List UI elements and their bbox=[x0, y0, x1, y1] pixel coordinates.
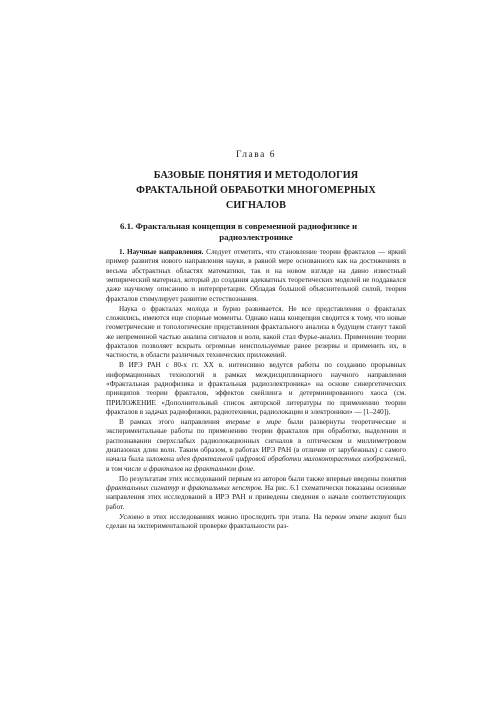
paragraph-4-part-c: в том числе bbox=[106, 464, 142, 473]
chapter-title-line-2: ФРАКТАЛЬНОЙ ОБРАБОТКИ МНОГОМЕРНЫХ СИГНАЛОВ bbox=[136, 185, 376, 211]
section-title-line-2: радиоэлектронике bbox=[219, 232, 293, 242]
section-title-line-1: Фрактальная концепция в современной радиофизике и bbox=[135, 221, 358, 231]
section-heading bbox=[106, 221, 406, 243]
paragraph-4-emphasis-2: идея фрактальной цифровой обработки малоконтрастных изображений, bbox=[176, 455, 407, 464]
paragraph-2: Наука о фракталах молода и бурно развивается. Не все представления о фракталах сложились, имеются еще спорные моменты. Однако наша концепция сводится к тому, что новые геометрические и топологические представления фрактального анализа в будущем станут такой же непременной частью анализа сигналов и волн, какой стал Фурье-анализ. Применение теории фракталов позволяет вскрыть огромные неиспользуемые ранее резервы и применить их, в частности, в области различных технических приложений. bbox=[106, 304, 406, 360]
paragraph-6-part-a: в этих исследованиях можно проследить три этапа. На bbox=[146, 512, 322, 521]
paragraph-5-emphasis-2: фрактальных кепстров. bbox=[187, 483, 263, 492]
paragraph-4-emphasis-1: впервые в мире bbox=[225, 417, 282, 426]
paragraph-lead: 1. Научные направления. bbox=[119, 248, 204, 256]
paragraph-1-text: Следует отметить, что становление теории фракталов — яркий пример развития нового направления науки, в равной мере основанного как на достижениях в весьма абстрактных областях математики, так и на новом взгляде на давно известный эмпирический материал, который до создания адекватных теоретических моделей не поддавался даже научному описанию и интерпретации. Обладая большой объяснительной силой, теория фракталов стимулирует развитие естествознания. bbox=[106, 248, 407, 303]
paragraph-6-emphasis-1: Условно bbox=[119, 512, 144, 521]
paragraph-5-part-b: и bbox=[181, 483, 186, 492]
paragraph-1 bbox=[106, 248, 406, 304]
paragraph-5-emphasis-1: фрактальных сигнатур bbox=[106, 483, 180, 492]
paragraph-4 bbox=[106, 418, 406, 474]
section-number: 6.1. bbox=[120, 221, 134, 231]
paragraph-4-emphasis-3: и фракталов на фрактальном фоне. bbox=[143, 464, 256, 473]
paragraph-4-part-b: были развернуты теоретические и экспериментальные работы по применению теории фракталов при обработке, выделении и распознавании сверхслабых радиолокационных сигналов в оптическом и миллиметровом диапазонах длин волн. Таким образом, в работах ИРЭ РАН (в отличие от зарубежных) с самого начала была заложена bbox=[106, 417, 407, 464]
paragraph-5 bbox=[106, 475, 406, 512]
chapter-title-line-1: БАЗОВЫЕ ПОНЯТИЯ И МЕТОДОЛОГИЯ bbox=[153, 170, 359, 181]
paragraph-6 bbox=[106, 513, 406, 532]
body-text bbox=[106, 248, 406, 531]
paragraph-6-emphasis-2: первом этапе bbox=[324, 512, 368, 521]
paragraph-6-part-b: акцент был сделан на экспериментальной проверке фрактальности раз- bbox=[106, 512, 407, 530]
paragraph-5-part-c: На рис. 6.1 схематически показаны основные направления этих исследований в ИРЭ РАН и приведены сведения о начале соответствующих работ. bbox=[106, 483, 407, 511]
chapter-title bbox=[106, 168, 406, 213]
chapter-label: Глава 6 bbox=[236, 150, 276, 160]
paragraph-3: В ИРЭ РАН с 80-х гг. XX в. интенсивно ведутся работы по созданию прорывных информационных технологий в рамках междисциплинарного научного направления «Фрактальная радиофизика и фрактальная радиоэлектроника» на основе синергетических принципов теории фракталов, эффектов скейлинга и детерминированного хаоса (см. ПРИЛОЖЕНИЕ «Дополнительный список авторской литературы по применению теории фракталов в задачах радиофизики, радиотехники, радиолокации и электроники» — [1–240]). bbox=[106, 361, 406, 417]
paragraph-5-part-a: По результатам этих исследований первым из авторов были также впервые введены понятия bbox=[119, 474, 406, 483]
book-page bbox=[106, 0, 406, 709]
paragraph-4-part-a: В рамках этого направления bbox=[119, 417, 220, 426]
